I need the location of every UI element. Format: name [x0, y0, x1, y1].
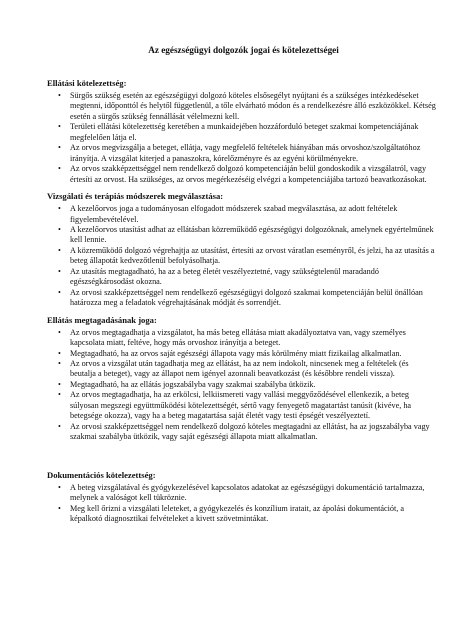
bullet-text: A beteg vizsgálatával és gyógykezelésével kapcsolatos adatokat az egészségügyi dokumentáció tartalmazza, melynek a valóságot kell tükröznie.	[70, 482, 425, 503]
bullet-icon: •	[58, 327, 61, 337]
bullet-item	[47, 122, 436, 143]
section-heading: Ellátás megtagadásának joga:	[47, 314, 157, 325]
bullet-icon: •	[58, 421, 61, 431]
bullet-text: Az orvos megtagadhatja a vizsgálatot, ha más beteg ellátása miatt akadályoztatva van, vagy személyes kapcsolata miatt, feltéve, hogy más orvoshoz irányítja a beteget.	[70, 327, 406, 348]
bullet-item	[47, 380, 436, 390]
bullet-text: Meg kell őrizni a vizsgálati leleteket, a gyógykezelés és konzílium iratait, az ápolási dokumentációt, a képalkotó diagnosztikai felvételeket a kivett szövetmintákat.	[70, 503, 404, 523]
bullet-list	[47, 328, 436, 443]
document-title: Az egészségügyi dolgozók jogai és kötelezettségei	[148, 45, 339, 55]
bullet-icon: •	[58, 348, 61, 358]
bullet-item	[47, 267, 436, 288]
bullet-text: Az utasítás megtagadható, ha az a beteg életét veszélyeztetné, vagy szükségtelenül maradandó egészségkárosodást okozna.	[70, 266, 379, 287]
section-heading: Dokumentációs kötelezettség:	[47, 469, 156, 480]
bullet-icon: •	[58, 287, 61, 297]
bullet-icon: •	[58, 245, 61, 255]
bullet-item	[47, 225, 436, 246]
bullet-icon: •	[58, 358, 61, 368]
bullet-text: A kezelőorvos joga a tudományosan elfogadott módszerek szabad megválasztása, az adott feltételek figyelembevételével.	[70, 204, 398, 224]
bullet-list	[47, 204, 436, 309]
bullet-text: Sürgős szükség esetén az egészségügyi dolgozó köteles elsősegélyt nyújtani és a szükséges intézkedéseket megtenni, időponttól és helytől függetlenül, a tőle elvárható módon és a rendelkezésre álló eszközökkel. Kétség esetén a sürgős szükség fennállását vélelmezni kell.	[70, 91, 436, 121]
bullet-text: Az orvosi szakképzettséggel nem rendelkező egészségügyi dolgozó szakmai kompetenciáján belül önállóan határozza meg a feladatok végrehajtásának módját és sorrendjét.	[70, 287, 423, 308]
bullet-text: Az orvos a vizsgálat után tagadhatja meg az ellátást, ha az nem indokolt, nincsenek meg a feltételek (és beutalja a beteget), vagy az állapot nem igényel azonnali beavatkozást (és későbbre rendeli vissza).	[70, 358, 409, 379]
bullet-text: A közreműködő dolgozó végrehajtja az utasítást, értesíti az orvost váratlan eseményről, és jelzi, ha az utasítás a beteg állapotát kedvezőtlenül befolyásolhatja.	[70, 245, 435, 266]
bullet-item	[47, 504, 436, 525]
bullet-icon: •	[58, 164, 61, 174]
section-ellatasi-kotelezettseg	[47, 78, 436, 185]
bullet-icon: •	[58, 503, 61, 513]
section-dokumentacios-kotelezettseg	[47, 470, 436, 525]
bullet-text: Az orvos megvizsgálja a beteget, ellátja, vagy megfelelő feltételek hiányában más orvoshoz/szolgáltatóhoz irányítja. A vizsgálat kiterjed a panaszokra, kórelőzményre és az egyéni körülményekre.	[70, 143, 421, 163]
bullet-text: Az orvosi szakképzettséggel nem rendelkező dolgozó köteles megtagadni az ellátást, ha az jogszabályba vagy szakmai szabályba ütközik, vagy saját egészségi állapota miatt alkalmatlan.	[70, 421, 430, 442]
bullet-item	[47, 390, 436, 421]
bullet-item	[47, 359, 436, 380]
bullet-icon: •	[58, 122, 61, 132]
bullet-icon: •	[58, 91, 61, 100]
section-heading: Vizsgálati és terápiás módszerek megválasztása:	[47, 191, 224, 202]
bullet-icon: •	[58, 482, 61, 492]
bullet-text: A kezelőorvos utasítást adhat az ellátásban közreműködő egészségügyi dolgozóknak, amelynek egyértelműnek kell lennie.	[70, 224, 434, 245]
bullet-list	[47, 91, 436, 185]
bullet-icon: •	[58, 390, 61, 400]
bullet-text: Területi ellátási kötelezettség keretében a munkaidejében hozzáforduló beteget szakmai kompetenciájának megfelelően látja el.	[70, 122, 419, 142]
section-vizsgalati-modszerek	[47, 191, 436, 309]
bullet-text: Megtagadható, ha az ellátás jogszabályba vagy szakmai szabályba ütközik.	[70, 379, 316, 389]
bullet-icon: •	[58, 379, 61, 389]
bullet-text: Az orvos szakképzettséggel nem rendelkező dolgozó kompetenciáján belül gondoskodik a vizsgálatról, vagy értesíti az orvost. Ha szükséges, az orvos megérkezéséig elvégzi a kompetenciájába tartozó beavatkozásokat.	[70, 164, 427, 184]
bullet-item	[47, 91, 436, 122]
bullet-item	[47, 349, 436, 359]
bullet-item	[47, 288, 436, 309]
bullet-text: Megtagadható, ha az orvos saját egészségi állapota vagy más körülmény miatt fizikailag alkalmatlan.	[70, 348, 402, 358]
bullet-icon: •	[58, 266, 61, 276]
bullet-text: Az orvos megtagadhatja, ha az erkölcsi, lelkiismereti vagy vallási meggyőződésével ellenkezik, a beteg súlyosan megszegi együttműködési kötelezettségét, sértő vagy fenyegető magatartást tanúsít (kivéve, ha betegsége okozza), vagy ha a beteg magatartása saját életét vagy testi épségét veszélyeztetí.	[70, 390, 412, 421]
bullet-list	[47, 483, 436, 525]
bullet-item	[47, 204, 436, 225]
bullet-item	[47, 143, 436, 164]
bullet-item	[47, 246, 436, 267]
bullet-icon: •	[58, 224, 61, 234]
document-body	[47, 78, 436, 524]
bullet-icon: •	[58, 143, 61, 153]
section-ellatas-megtagadasa	[47, 315, 436, 443]
section-heading: Ellátási kötelezettség:	[47, 78, 127, 88]
bullet-item	[47, 328, 436, 349]
bullet-item	[47, 422, 436, 443]
bullet-item	[47, 483, 436, 504]
bullet-icon: •	[58, 204, 61, 214]
bullet-item	[47, 164, 436, 185]
